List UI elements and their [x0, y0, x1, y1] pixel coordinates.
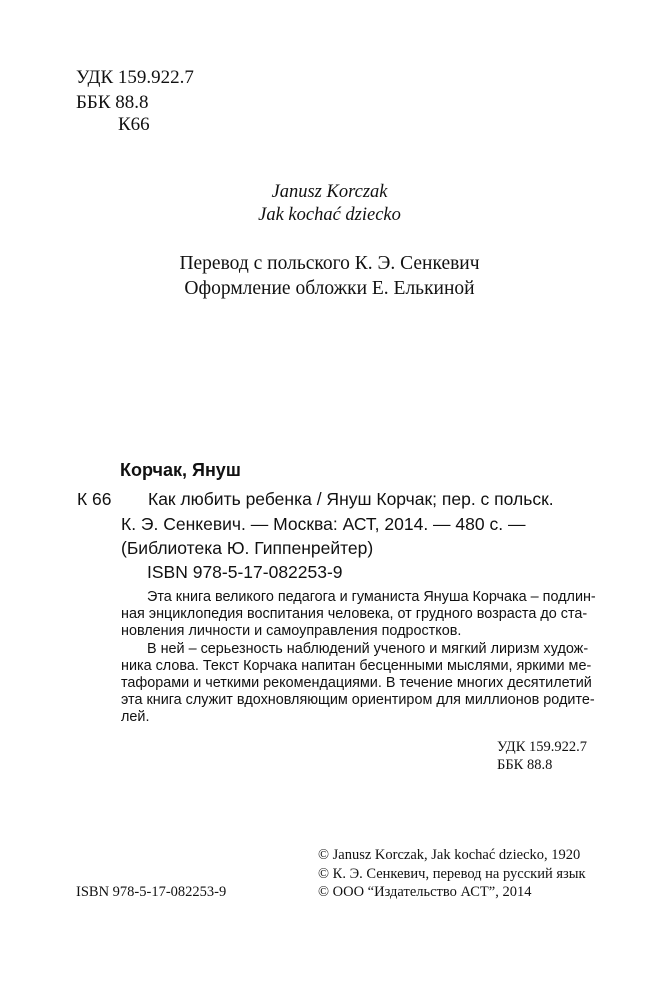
- catalog-entry-line: К. Э. Сенкевич. — Москва: АСТ, 2014. — 480 с. —: [121, 514, 526, 534]
- annotation-line: В ней – серьезность наблюдений ученого и мягкий лиризм худож-: [147, 641, 589, 657]
- catalog-isbn: ISBN 978-5-17-082253-9: [147, 562, 343, 582]
- card-bbk-code: ББК 88.8: [497, 757, 553, 773]
- copyright-line: © К. Э. Сенкевич, перевод на русский язык: [318, 866, 586, 882]
- annotation-line: новления личности и самоуправления подростков.: [121, 623, 462, 639]
- cover-credit: Оформление обложки Е. Елькиной: [184, 278, 475, 299]
- card-udk-code: УДК 159.922.7: [497, 739, 587, 755]
- annotation-line: эта книга служит вдохновляющим ориентиром для миллионов родите-: [121, 692, 595, 708]
- footer-isbn: ISBN 978-5-17-082253-9: [76, 884, 227, 900]
- catalog-author-sign: К 66: [77, 489, 112, 509]
- annotation-line: ная энциклопедия воспитания человека, от грудного возраста до ста-: [121, 606, 588, 622]
- catalog-entry-line: (Библиотека Ю. Гиппенрейтер): [121, 538, 374, 558]
- original-title: Jak kochać dziecko: [258, 205, 401, 225]
- author-sign: К66: [118, 114, 150, 135]
- annotation-line: тафорами и четкими рекомендациями. В течение многих десятилетий: [121, 675, 592, 691]
- annotation-line: лей.: [121, 709, 150, 725]
- annotation-line: ника слова. Текст Корчака напитан бесценными мыслями, яркими ме-: [121, 658, 592, 674]
- original-author: Janusz Korczak: [271, 182, 388, 202]
- catalog-author-heading: Корчак, Януш: [120, 460, 241, 480]
- catalog-entry-line: Как любить ребенка / Януш Корчак; пер. с польск.: [148, 489, 554, 509]
- bbk-code: ББК 88.8: [76, 92, 149, 113]
- annotation-line: Эта книга великого педагога и гуманиста Януша Корчака – подлин-: [147, 589, 596, 605]
- udk-code: УДК 159.922.7: [76, 67, 194, 88]
- copyright-line: © Janusz Korczak, Jak kochać dziecko, 1920: [318, 847, 581, 863]
- copyright-line: © ООО “Издательство АСТ”, 2014: [318, 884, 532, 900]
- translation-credit: Перевод с польского К. Э. Сенкевич: [179, 253, 480, 274]
